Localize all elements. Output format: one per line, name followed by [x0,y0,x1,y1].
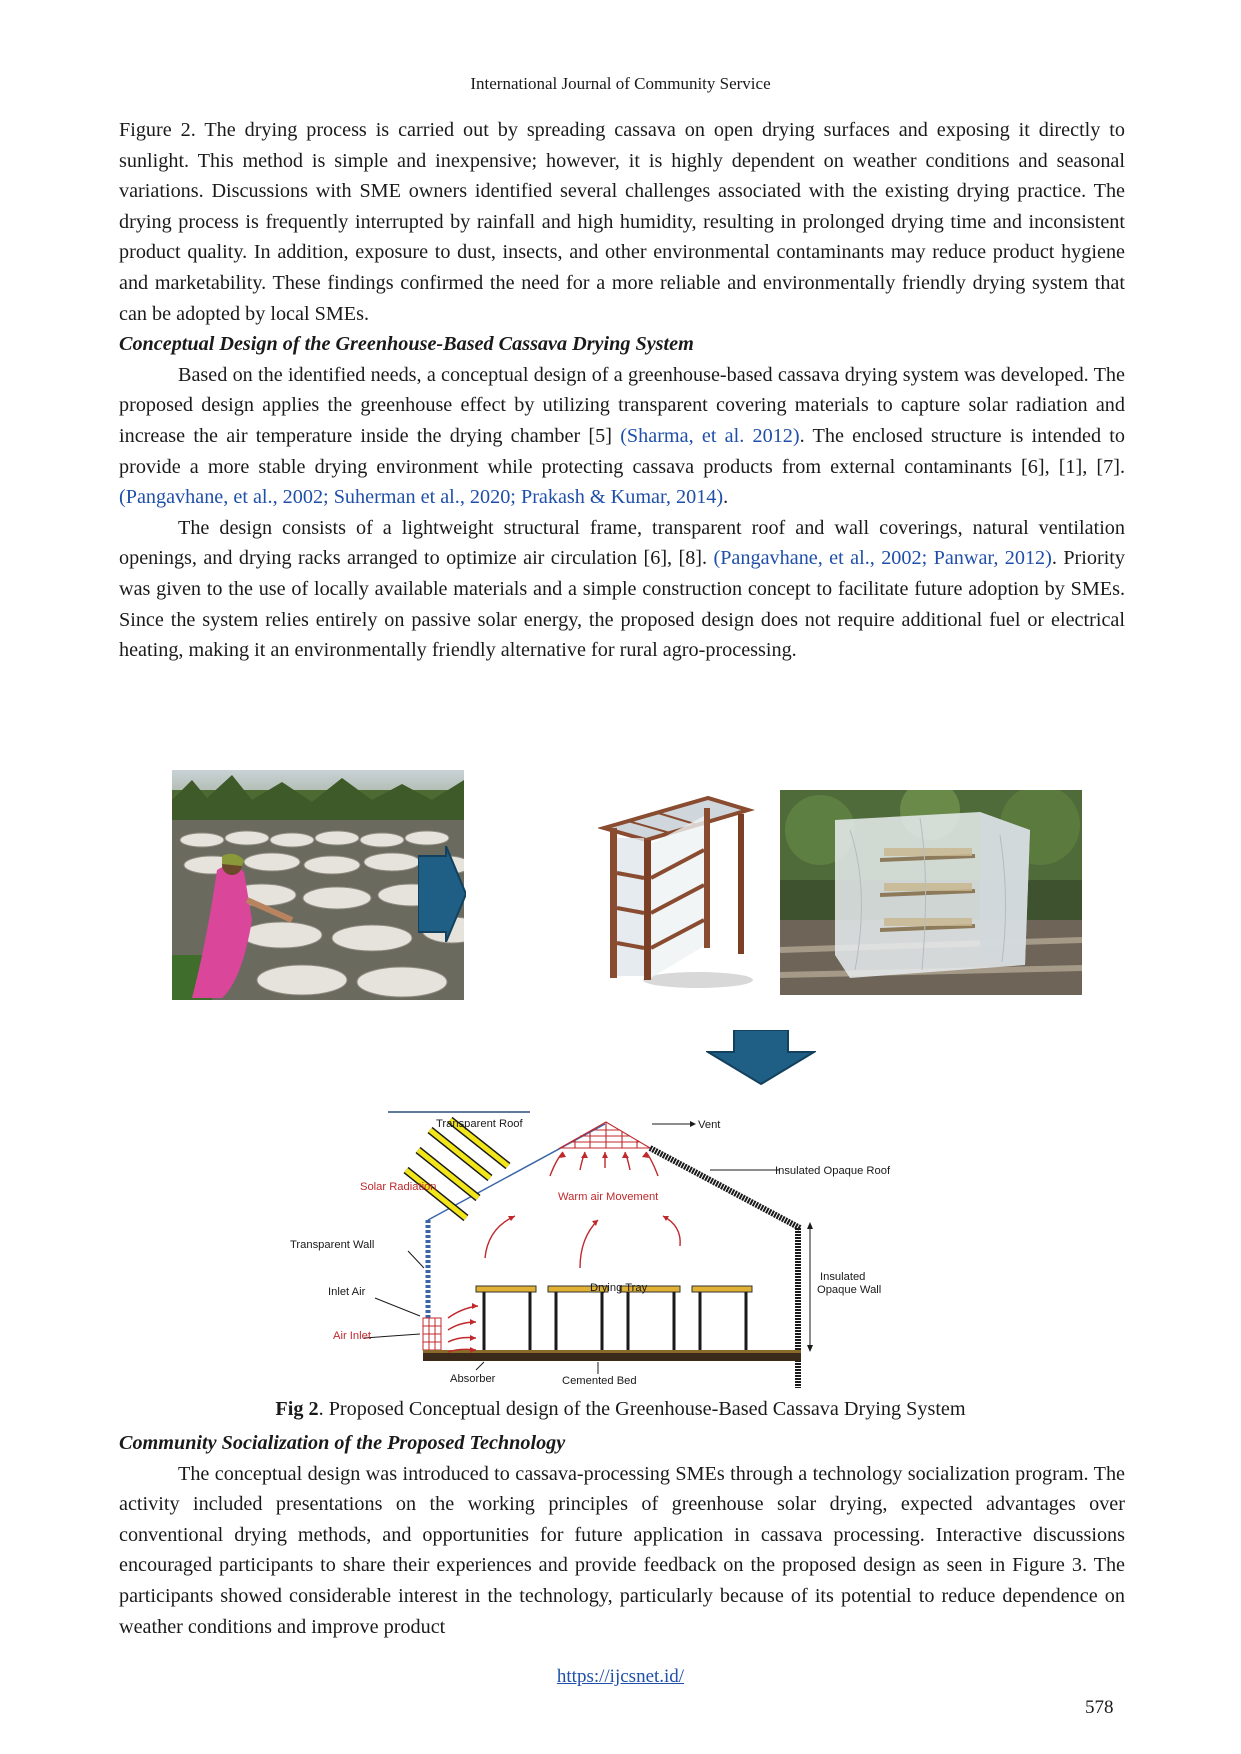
figure-caption [0,1398,1241,1421]
drying-trays [476,1286,752,1350]
page-number: 578 [1085,1697,1114,1718]
label-insulated-opaque-roof: Insulated Opaque Roof [775,1165,891,1177]
paragraph-1: Figure 2. The drying process is carried out by spreading cassava on open drying surfaces and exposing it directly to sunlight. This method is simple and inexpensive; however, it is highly dependent on weather conditions and seasonal variations. Discussions with SME owners identified several challenges associated with the existing drying practice. The drying process is frequently interrupted by rainfall and high humidity, resulting in prolonged drying time and inconsistent product quality. In addition, exposure to dust, insects, and other environmental contaminants may reduce product hygiene and marketability. These findings confirmed the need for a more reliable and environmentally friendly drying system that can be adopted by local SMEs. [119,119,1125,325]
citation-sharma[interactable]: (Sharma, et al. 2012) [620,424,800,447]
photo-built-greenhouse-dryer [780,790,1082,995]
label-absorber: Absorber [450,1373,496,1385]
vent-grid [560,1122,650,1148]
footer-url-link[interactable]: https://ijcsnet.id/ [556,1666,685,1687]
label-air-inlet: Air Inlet [333,1330,371,1342]
paragraph-3-text: The design consists of a lightweight structural frame, transparent roof and wall coverings, natural ventilation openings, and drying racks arranged to optimize air circulation [6], [8]. [119,516,1125,570]
section-heading-community-socialization: Community Socialization of the Proposed Technology [119,1432,566,1454]
label-inlet-air: Inlet Air [328,1286,366,1298]
paragraph-2-text-2: . The enclosed structure is intended to provide a more stable drying environment while protecting cassava products from external contaminants [6], [1], [7]. [119,424,1126,478]
arrow-right-icon [418,846,466,942]
arrow-down-icon [706,1030,816,1086]
paragraph-3 [119,513,1125,666]
paragraph-2 [119,360,1125,513]
citation-pangavhane-panwar[interactable]: (Pangavhane, et al., 2002; Panwar, 2012) [713,547,1052,570]
solar-radiation-beams [406,1120,508,1218]
figure-caption-label: Fig 2 [275,1398,319,1420]
label-solar-radiation: Solar Radiation [360,1181,437,1193]
cemented-bed-base [423,1352,801,1361]
label-opaque-wall: Opaque Wall [817,1284,882,1296]
running-header: International Journal of Community Service [470,74,771,93]
label-cemented-bed: Cemented Bed [562,1375,637,1387]
figure-caption-text: . Proposed Conceptual design of the Greenhouse-Based Cassava Drying System [318,1398,966,1420]
section-heading-conceptual-design: Conceptual Design of the Greenhouse-Based Cassava Drying System [119,333,694,356]
citation-pangavhane-suherman-prakash[interactable]: (Pangavhane, et al., 2002; Suherman et al., 2020; Prakash & Kumar, 2014) [119,486,724,509]
lower-text-block [119,1428,1125,1642]
air-inlet-grid [423,1318,441,1350]
image-3d-dryer-model [598,788,756,996]
warm-air-arrowheads [470,1152,669,1353]
paragraph-2-text: Based on the identified needs, a conceptual design of a greenhouse-based cassava drying system was developed. The proposed design applies the greenhouse effect by utilizing transparent covering materials to capture solar radiation and increase the air temperature inside the drying chamber [5] [119,363,1125,447]
paragraph-4: The conceptual design was introduced to cassava-processing SMEs through a technology socialization program. The activity included presentations on the working principles of greenhouse solar drying, expected advantages over conventional drying methods, and opportunities for future application in cassava processing. Interactive discussions encouraged participants to share their experiences and provide feedback on the proposed design as seen in Figure 3. The participants showed considerable interest in the technology, particularly because of its potential to reduce dependence on weather conditions and improve product [119,1462,1125,1638]
label-drying-tray: Drying Tray [590,1282,648,1294]
label-vent: Vent [698,1119,721,1131]
upper-text-block [119,115,1125,666]
insulated-roof [650,1148,800,1228]
label-transparent-roof: Transparent Roof [436,1118,523,1130]
paragraph-2-text-3: . [723,486,729,509]
paragraph-3-text-2: . Priority was given to the use of locally available materials and a simple construction concept to facilitate future adoption by SMEs. Since the system relies entirely on passive solar energy, the proposed design does not require additional fuel or electrical heating, making it an environmentally friendly alternative for rural agro-processing. [119,547,1126,662]
conceptual-diagram [280,1108,920,1388]
label-insulated: Insulated [820,1271,866,1283]
label-transparent-wall: Transparent Wall [290,1239,375,1251]
label-warm-air-movement: Warm air Movement [558,1191,659,1203]
